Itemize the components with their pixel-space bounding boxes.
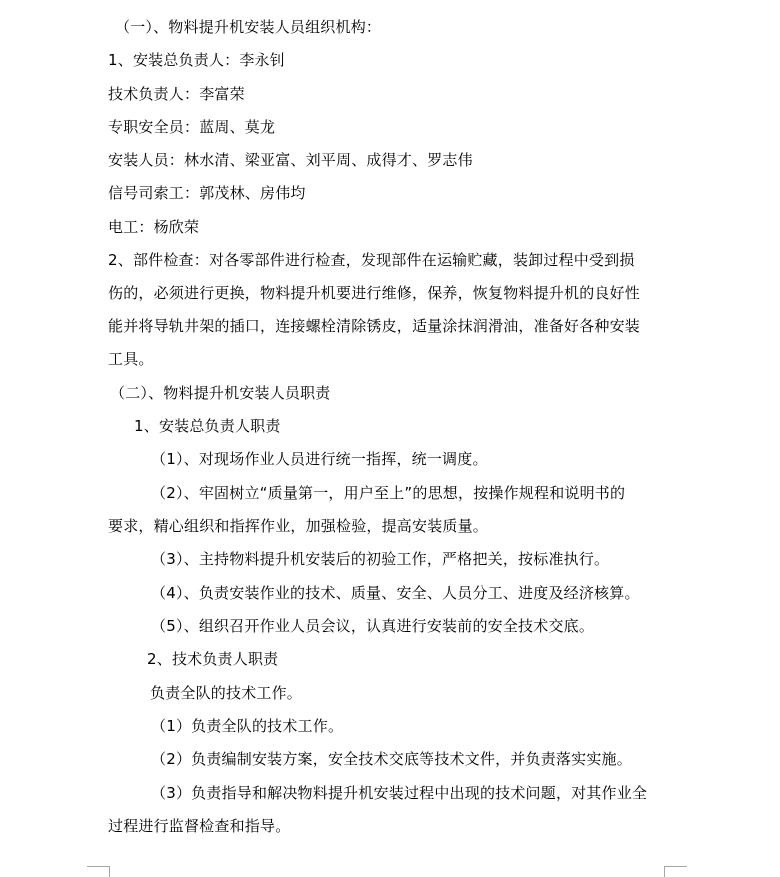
page-corner-mark-right — [664, 866, 687, 877]
text-line: 电工：杨欣荣 — [108, 218, 200, 236]
page-corner-mark-left — [87, 866, 110, 877]
text-line: 安装人员：林水清、梁亚富、刘平周、成得才、罗志伟 — [108, 151, 473, 169]
text-line: （3）负责指导和解决物料提升机安装过程中出现的技术问题，对其作业全 — [151, 784, 648, 802]
text-line: 1、安装总负责人：李永钊 — [108, 51, 285, 69]
text-line: （1）负责全队的技术工作。 — [151, 717, 344, 735]
text-line: 技术负责人：李富荣 — [108, 85, 245, 103]
text-line: 信号司索工：郭茂林、房伟均 — [108, 184, 306, 202]
text-line: （2）负责编制安装方案，安全技术交底等技术文件，并负责落实实施。 — [151, 750, 632, 768]
text-line: 要求，精心组织和指挥作业，加强检验，提高安装质量。 — [108, 517, 489, 535]
text-line: 2、部件检查：对各零部件进行检查，发现部件在运输贮藏，装卸过程中受到损 — [108, 251, 635, 269]
text-line: （4）、负责安装作业的技术、质量、安全、人员分工、进度及经济核算。 — [151, 584, 640, 602]
text-line: 负责全队的技术工作。 — [150, 684, 303, 702]
text-line: 过程进行监督检查和指导。 — [108, 817, 291, 835]
subheading: 2、技术负责人职责 — [147, 650, 279, 668]
text-line: 能并将导轨井架的插口，连接螺栓清除锈皮，适量涂抹润滑油，准备好各种安装 — [108, 317, 641, 335]
text-line: （2）、牢固树立“质量第一，用户至上”的思想，按操作规程和说明书的 — [151, 484, 626, 502]
text-line: （5）、组织召开作业人员会议，认真进行安装前的安全技术交底。 — [151, 617, 595, 635]
text-line: （3）、主持物料提升机安装后的初验工作，严格把关，按标准执行。 — [151, 550, 610, 568]
text-line: 工具。 — [108, 350, 154, 368]
text-line: （1）、对现场作业人员进行统一指挥，统一调度。 — [151, 450, 488, 468]
section-heading-2: （二）、物料提升机安装人员职责 — [110, 384, 331, 402]
subheading: 1、安装总负责人职责 — [134, 417, 281, 435]
section-heading-1: （一）、物料提升机安装人员组织机构： — [115, 18, 382, 36]
text-line: 专职安全员：蓝周、莫龙 — [108, 118, 276, 136]
text-line: 伤的，必须进行更换，物料提升机要进行维修，保养，恢复物料提升机的良好性 — [108, 284, 641, 302]
